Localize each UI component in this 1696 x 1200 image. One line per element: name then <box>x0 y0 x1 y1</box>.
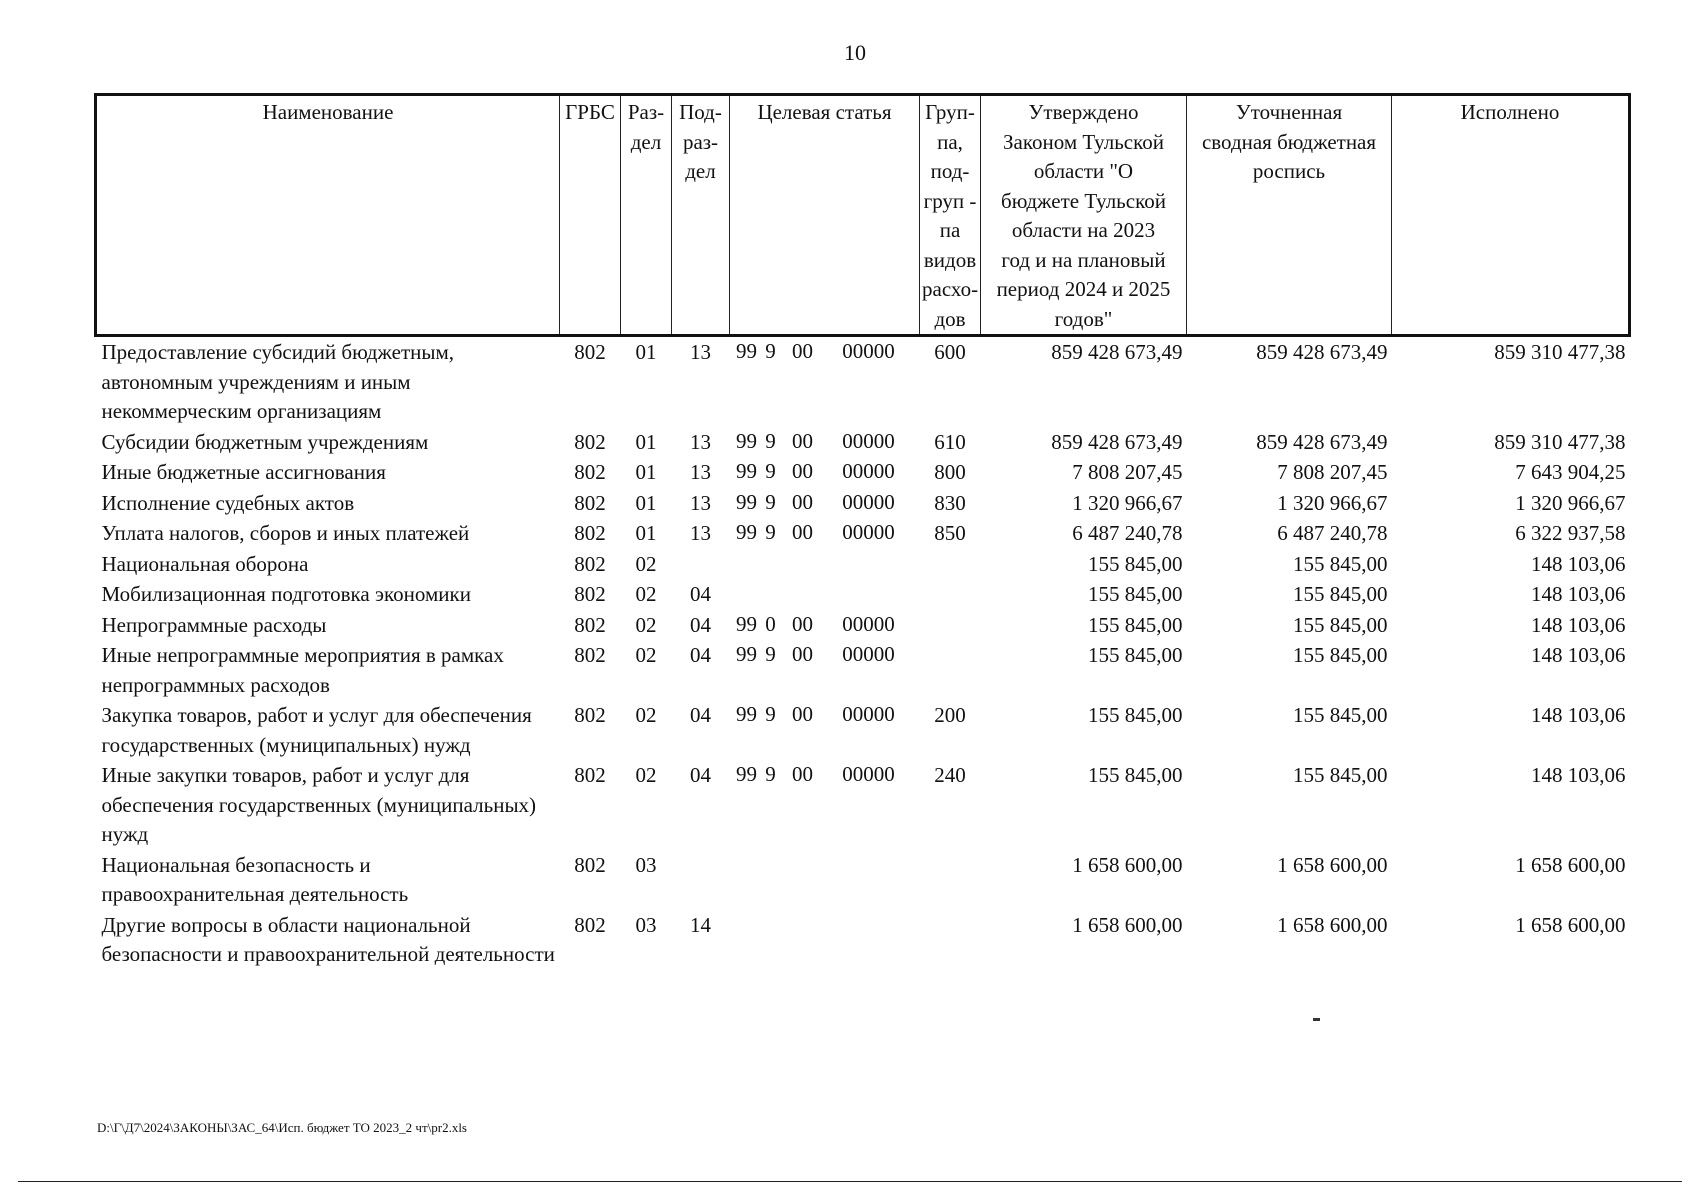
row-target-article <box>730 518 920 549</box>
row-executed: 148 103,06 <box>1531 582 1626 606</box>
row-target-article <box>730 336 920 427</box>
row-target-article <box>730 640 920 700</box>
stray-mark <box>1313 1018 1320 1021</box>
target-article-part: 99 <box>736 611 757 636</box>
header-approved: Утверждено Законом Тульской области "О бюджете Тульской области на 2023 год и на плановый период 2024 и 2025 годов" <box>981 95 1187 336</box>
row-executed: 1 658 600,00 <box>1515 912 1626 937</box>
row-approved: 155 845,00 <box>1088 551 1183 576</box>
row-target-article <box>730 427 920 458</box>
row-refined: 859 428 673,49 <box>1256 340 1388 364</box>
row-name: Закупка товаров, работ и услуг для обеспечения государственных (муниципальных) нужд <box>101 703 532 757</box>
target-article-part: 9 <box>765 520 776 544</box>
target-article-part: 99 <box>736 520 757 544</box>
row-section: 02 <box>635 612 657 637</box>
target-article-part: 9 <box>765 489 776 514</box>
row-expense-group: 610 <box>934 429 966 454</box>
row-target-article <box>730 760 920 850</box>
row-subsection: 13 <box>690 340 711 364</box>
row-name: Другие вопросы в области национальной безопасности и правоохранительной деятельности <box>101 912 555 966</box>
page-number: 10 <box>844 40 866 65</box>
row-grbs: 802 <box>574 521 606 545</box>
target-article-part: 00 <box>792 520 813 544</box>
row-target-article <box>730 579 920 610</box>
bottom-rule <box>18 1181 1682 1182</box>
row-executed: 148 103,06 <box>1531 551 1626 576</box>
row-approved: 1 658 600,00 <box>1072 852 1183 877</box>
row-expense-group: 830 <box>934 490 966 515</box>
row-refined: 859 428 673,49 <box>1256 429 1388 454</box>
row-expense-group <box>920 850 981 910</box>
table-row <box>96 850 1630 910</box>
row-grbs: 802 <box>574 490 606 515</box>
row-approved: 859 428 673,49 <box>1051 340 1183 364</box>
row-refined: 7 808 207,45 <box>1277 460 1388 484</box>
row-section: 01 <box>635 429 657 454</box>
row-grbs: 802 <box>574 612 606 637</box>
row-subsection: 04 <box>690 643 711 667</box>
table-row <box>96 610 1630 641</box>
row-executed: 7 643 904,25 <box>1515 460 1626 484</box>
target-article-part: 00000 <box>842 459 895 483</box>
table-row <box>96 427 1630 458</box>
row-name: Мобилизационная подготовка экономики <box>101 582 471 606</box>
header-refined: Уточненная сводная бюджетная роспись <box>1187 95 1392 336</box>
row-expense-group <box>920 549 981 580</box>
row-grbs: 802 <box>574 852 606 877</box>
row-name: Субсидии бюджетным учреждениям <box>101 429 429 454</box>
row-expense-group: 600 <box>934 340 966 364</box>
row-expense-group: 850 <box>934 521 966 545</box>
row-grbs: 802 <box>574 340 606 364</box>
header-subsection: Под- раз- дел <box>672 95 730 336</box>
row-name: Уплата налогов, сборов и иных платежей <box>101 521 470 545</box>
target-article-part: 00000 <box>842 489 895 514</box>
target-article-part: 9 <box>765 702 776 726</box>
table-row <box>96 700 1630 760</box>
row-subsection: 04 <box>690 703 711 727</box>
target-article-part: 00 <box>792 702 813 726</box>
table-row <box>96 640 1630 700</box>
row-refined: 155 845,00 <box>1293 703 1388 727</box>
row-name: Исполнение судебных актов <box>101 490 355 515</box>
row-subsection <box>672 549 730 580</box>
target-article-part: 99 <box>736 339 757 363</box>
row-refined: 1 658 600,00 <box>1277 852 1388 877</box>
row-section: 01 <box>635 521 657 545</box>
row-expense-group <box>920 610 981 641</box>
row-approved: 155 845,00 <box>1088 612 1183 637</box>
row-target-article <box>730 610 920 641</box>
row-executed: 1 658 600,00 <box>1515 852 1626 877</box>
row-refined: 155 845,00 <box>1293 551 1388 576</box>
table-row <box>96 910 1630 970</box>
target-article-part: 00 <box>792 642 813 666</box>
row-section: 01 <box>635 340 657 364</box>
table-row <box>96 336 1630 427</box>
target-article-part: 00000 <box>842 611 895 636</box>
target-article-part: 9 <box>765 339 776 363</box>
target-article-part: 99 <box>736 642 757 666</box>
target-article-part: 9 <box>765 459 776 483</box>
row-name: Иные бюджетные ассигнования <box>101 460 386 484</box>
table-row <box>96 457 1630 488</box>
row-refined: 155 845,00 <box>1293 763 1388 787</box>
table-row <box>96 488 1630 519</box>
row-section: 01 <box>635 490 657 515</box>
target-article-part: 00 <box>792 611 813 636</box>
target-article-part: 99 <box>736 702 757 726</box>
row-subsection: 14 <box>690 912 711 937</box>
row-refined: 155 845,00 <box>1293 612 1388 637</box>
row-expense-group: 240 <box>934 763 966 787</box>
row-executed: 148 103,06 <box>1531 612 1626 637</box>
row-section: 02 <box>635 643 657 667</box>
budget-table <box>94 93 1631 970</box>
row-subsection: 13 <box>690 460 711 484</box>
row-grbs: 802 <box>574 551 606 576</box>
row-expense-group <box>920 579 981 610</box>
row-executed: 859 310 477,38 <box>1494 429 1626 454</box>
target-article-part: 00 <box>792 459 813 483</box>
row-subsection: 13 <box>690 429 711 454</box>
row-target-article <box>730 700 920 760</box>
row-grbs: 802 <box>574 703 606 727</box>
footer-file-path: D:\Г\Д7\2024\ЗАКОНЫ\ЗАС_64\Исп. бюджет ТО 2023_2 чт\pr2.xls <box>97 1120 467 1135</box>
target-article-part: 9 <box>765 642 776 666</box>
target-article-part: 0 <box>765 611 776 636</box>
row-name: Национальная безопасность и правоохранительная деятельность <box>101 852 409 906</box>
row-grbs: 802 <box>574 912 606 937</box>
header-name: Наименование <box>96 95 560 336</box>
row-name: Национальная оборона <box>101 551 309 576</box>
row-section: 03 <box>635 912 657 937</box>
row-approved: 155 845,00 <box>1088 703 1183 727</box>
row-target-article <box>730 549 920 580</box>
table-row <box>96 579 1630 610</box>
row-executed: 1 320 966,67 <box>1515 490 1626 515</box>
row-section: 02 <box>635 763 657 787</box>
target-article-part: 00000 <box>842 428 895 453</box>
row-expense-group: 200 <box>934 703 966 727</box>
target-article-part: 00000 <box>842 702 895 726</box>
row-section: 01 <box>635 460 657 484</box>
row-target-article <box>730 488 920 519</box>
row-subsection <box>672 850 730 910</box>
row-target-article <box>730 457 920 488</box>
row-refined: 1 320 966,67 <box>1277 490 1388 515</box>
row-refined: 155 845,00 <box>1293 582 1388 606</box>
row-subsection: 04 <box>690 612 711 637</box>
target-article-part: 00000 <box>842 339 895 363</box>
row-approved: 155 845,00 <box>1088 582 1183 606</box>
row-section: 02 <box>635 551 657 576</box>
row-executed: 148 103,06 <box>1531 703 1626 727</box>
row-approved: 859 428 673,49 <box>1051 429 1183 454</box>
target-article-part: 99 <box>736 489 757 514</box>
row-grbs: 802 <box>574 429 606 454</box>
row-approved: 1 320 966,67 <box>1072 490 1183 515</box>
target-article-part: 9 <box>765 762 776 786</box>
row-name: Иные непрограммные мероприятия в рамках непрограммных расходов <box>101 643 504 697</box>
row-refined: 6 487 240,78 <box>1277 521 1388 545</box>
header-expense-group: Груп- па, под- груп - па видов расхо- дов <box>920 95 981 336</box>
target-article-part: 99 <box>736 459 757 483</box>
row-approved: 155 845,00 <box>1088 763 1183 787</box>
row-target-article <box>730 910 920 970</box>
table-row <box>96 549 1630 580</box>
row-grbs: 802 <box>574 763 606 787</box>
target-article-part: 00 <box>792 762 813 786</box>
table-row <box>96 518 1630 549</box>
header-target-article: Целевая статья <box>730 95 920 336</box>
row-name: Непрограммные расходы <box>101 612 327 637</box>
row-target-article <box>730 850 920 910</box>
row-approved: 7 808 207,45 <box>1072 460 1183 484</box>
row-subsection: 04 <box>690 582 711 606</box>
header-row <box>96 95 1630 336</box>
row-subsection: 13 <box>690 490 711 515</box>
row-name: Иные закупки товаров, работ и услуг для обеспечения государственных (муниципальных) нужд <box>101 763 537 846</box>
target-article-part: 00000 <box>842 642 895 666</box>
row-approved: 6 487 240,78 <box>1072 521 1183 545</box>
row-approved: 1 658 600,00 <box>1072 912 1183 937</box>
target-article-part: 9 <box>765 428 776 453</box>
row-expense-group: 800 <box>934 460 966 484</box>
row-section: 02 <box>635 582 657 606</box>
target-article-part: 00 <box>792 489 813 514</box>
row-grbs: 802 <box>574 582 606 606</box>
row-name: Предоставление субсидий бюджетным, автономным учреждениям и иным некоммерческим организациям <box>101 340 455 423</box>
row-executed: 148 103,06 <box>1531 763 1626 787</box>
row-grbs: 802 <box>574 460 606 484</box>
target-article-part: 00000 <box>842 762 895 786</box>
header-grbs: ГРБС <box>560 95 621 336</box>
row-section: 02 <box>635 703 657 727</box>
target-article-part: 99 <box>736 428 757 453</box>
row-approved: 155 845,00 <box>1088 643 1183 667</box>
header-section: Раз- дел <box>621 95 672 336</box>
row-executed: 6 322 937,58 <box>1515 521 1626 545</box>
row-expense-group <box>920 640 981 700</box>
target-article-part: 00000 <box>842 520 895 544</box>
header-executed: Исполнено <box>1392 95 1630 336</box>
target-article-part: 00 <box>792 428 813 453</box>
row-refined: 155 845,00 <box>1293 643 1388 667</box>
table-row <box>96 760 1630 850</box>
row-executed: 859 310 477,38 <box>1494 340 1626 364</box>
target-article-part: 00 <box>792 339 813 363</box>
row-executed: 148 103,06 <box>1531 643 1626 667</box>
row-subsection: 13 <box>690 521 711 545</box>
row-refined: 1 658 600,00 <box>1277 912 1388 937</box>
target-article-part: 99 <box>736 762 757 786</box>
row-expense-group <box>920 910 981 970</box>
row-subsection: 04 <box>690 763 711 787</box>
row-grbs: 802 <box>574 643 606 667</box>
row-section: 03 <box>635 852 657 877</box>
